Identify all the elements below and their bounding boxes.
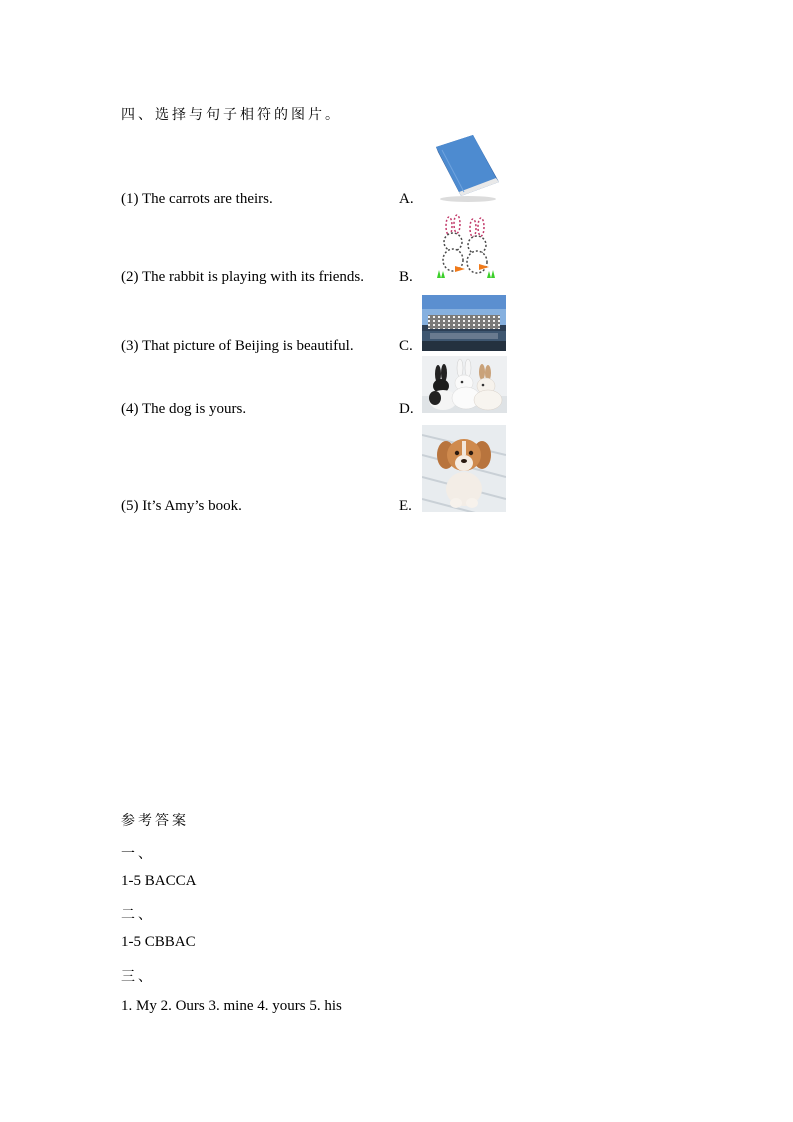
answer-section-2-label: 二、 <box>121 907 155 923</box>
beijing-building-image <box>422 295 506 351</box>
answer-section-2-content: 1-5 CBBAC <box>121 934 196 950</box>
answers-heading: 参考答案 <box>121 813 189 829</box>
option-b-label: B. <box>399 269 413 285</box>
answer-section-3-content: 1. My 2. Ours 3. mine 4. yours 5. his <box>121 998 342 1014</box>
question-4-sentence: (4) The dog is yours. <box>121 401 247 417</box>
question-1-sentence: (1) The carrots are theirs. <box>121 191 273 207</box>
answer-section-3-label: 三、 <box>121 969 155 985</box>
section-title: 四、选择与句子相符的图片。 <box>121 107 342 123</box>
answer-section-1-label: 一、 <box>121 846 155 862</box>
question-5-sentence: (5) It’s Amy’s book. <box>121 498 242 514</box>
three-rabbits-photo <box>422 356 507 413</box>
question-3-sentence: (3) That picture of Beijing is beautiful. <box>121 338 354 354</box>
option-a-label: A. <box>399 191 414 207</box>
cartoon-rabbits-image <box>435 214 497 280</box>
option-e-label: E. <box>399 498 412 514</box>
option-c-label: C. <box>399 338 413 354</box>
option-d-label: D. <box>399 401 414 417</box>
question-2-sentence: (2) The rabbit is playing with its friends. <box>121 269 365 285</box>
blue-book-image <box>432 134 502 204</box>
answer-section-1-content: 1-5 BACCA <box>121 873 197 889</box>
puppy-photo <box>422 425 506 512</box>
